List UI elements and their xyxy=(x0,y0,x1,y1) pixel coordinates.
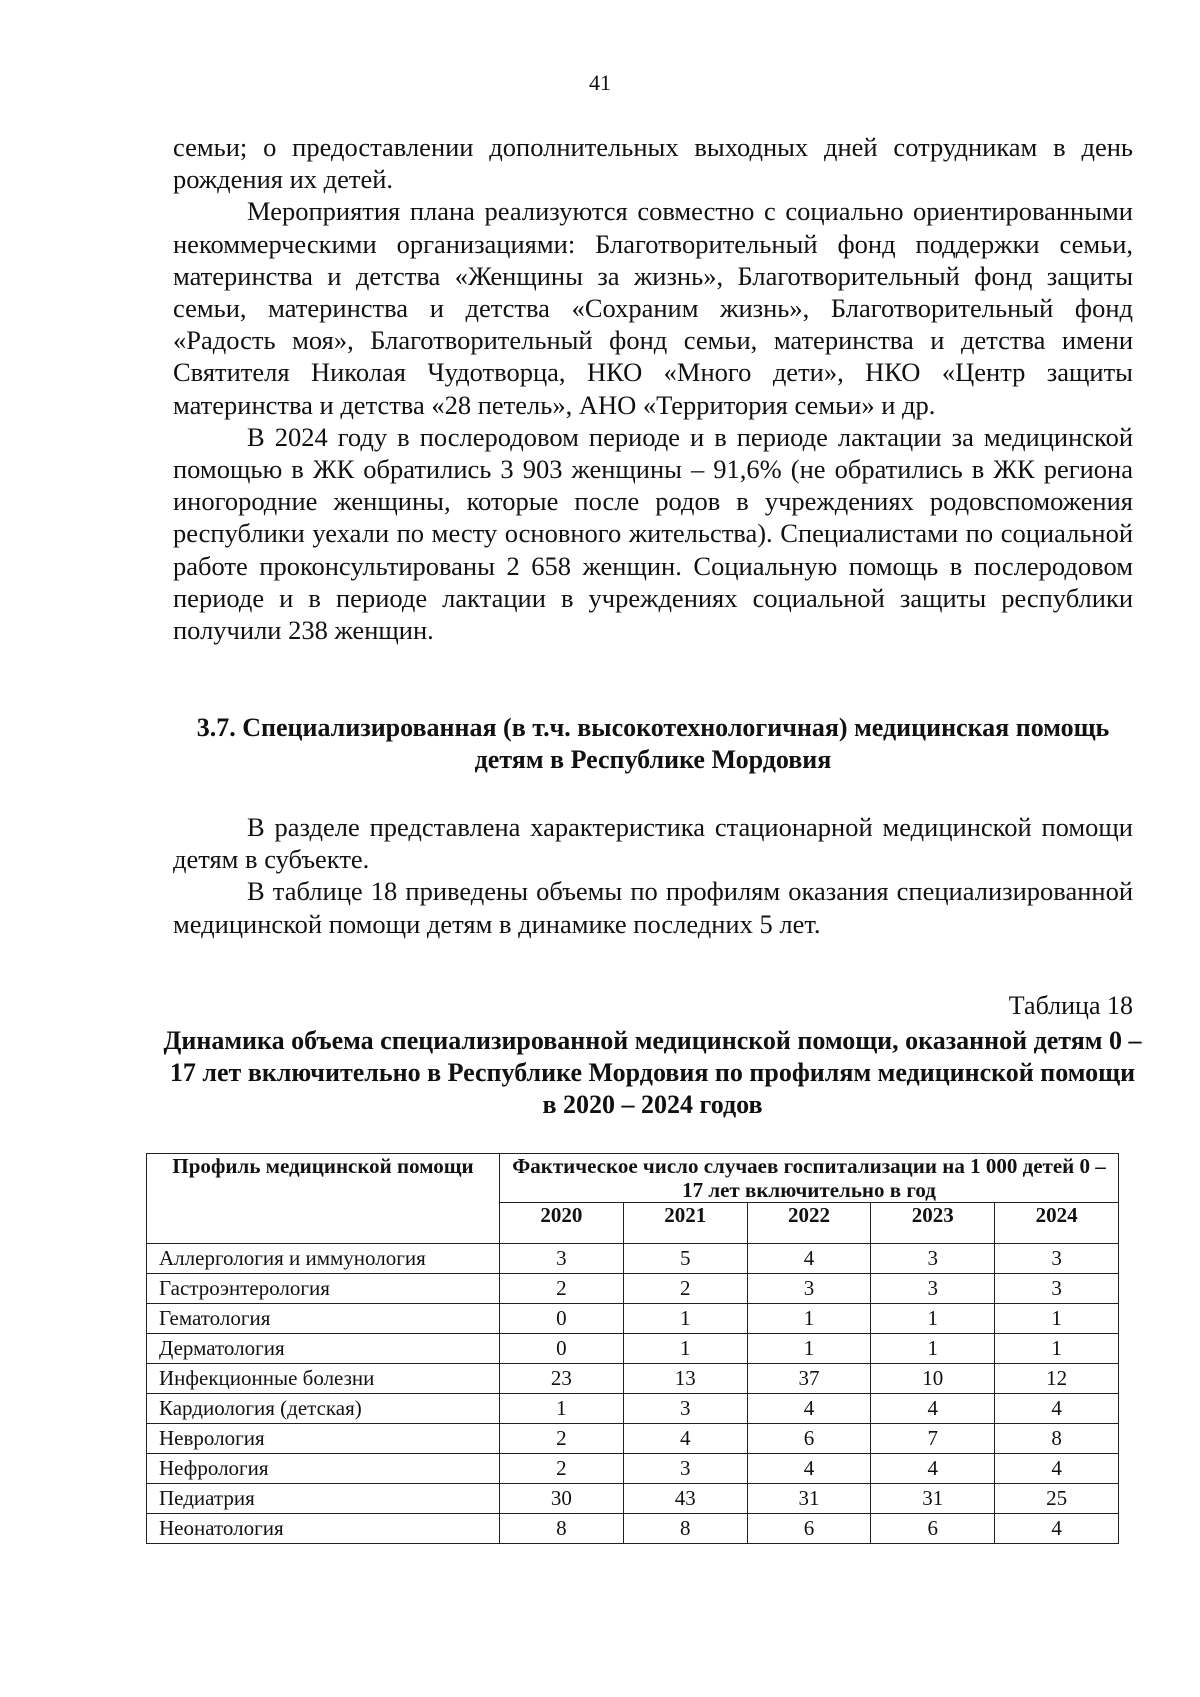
table-header-year: 2023 xyxy=(871,1203,995,1244)
value-cell: 3 xyxy=(871,1274,995,1304)
value-cell: 1 xyxy=(871,1334,995,1364)
value-cell: 1 xyxy=(747,1304,871,1334)
value-cell: 2 xyxy=(500,1424,624,1454)
value-cell: 1 xyxy=(995,1334,1119,1364)
table-header-group: Фактическое число случаев госпитализации на 1 000 детей 0 – 17 лет включительно в год xyxy=(500,1154,1119,1203)
profile-cell: Неврология xyxy=(147,1424,500,1454)
value-cell: 4 xyxy=(871,1454,995,1484)
table-row xyxy=(147,1244,1119,1274)
paragraph: В 2024 году в послеродовом периоде и в периоде лактации за медицинской помощью в ЖК обратились 3 903 женщины – 91,6% (не обратились в ЖК региона иногородние женщины, которые после родов в учреждениях родовспоможения республики уехали по месту основного жительства). Специалистами по социальной работе проконсультированы 2 658 женщин. Социальную помощь в послеродовом периоде и в периоде лактации в учреждениях социальной защиты республики получили 238 женщин. xyxy=(173,421,1133,646)
profile-cell: Кардиология (детская) xyxy=(147,1394,500,1424)
value-cell: 3 xyxy=(623,1454,747,1484)
profile-cell: Нефрология xyxy=(147,1454,500,1484)
value-cell: 4 xyxy=(747,1394,871,1424)
value-cell: 4 xyxy=(995,1454,1119,1484)
paragraph: В таблице 18 приведены объемы по профилям оказания специализированной медицинской помощи детям в динамике последних 5 лет. xyxy=(173,876,1133,939)
table-label: Таблица 18 xyxy=(1008,991,1133,1020)
value-cell: 7 xyxy=(871,1424,995,1454)
data-table xyxy=(146,1153,1119,1544)
value-cell: 3 xyxy=(500,1244,624,1274)
table-row xyxy=(147,1484,1119,1514)
value-cell: 6 xyxy=(747,1514,871,1544)
table-row xyxy=(147,1424,1119,1454)
value-cell: 25 xyxy=(995,1484,1119,1514)
value-cell: 4 xyxy=(871,1394,995,1424)
value-cell: 2 xyxy=(623,1274,747,1304)
table-row xyxy=(147,1514,1119,1544)
value-cell: 1 xyxy=(500,1394,624,1424)
page-number: 41 xyxy=(589,70,611,95)
table-header-year: 2021 xyxy=(623,1203,747,1244)
value-cell: 1 xyxy=(623,1334,747,1364)
value-cell: 4 xyxy=(995,1514,1119,1544)
value-cell: 6 xyxy=(871,1514,995,1544)
profile-cell: Неонатология xyxy=(147,1514,500,1544)
value-cell: 4 xyxy=(995,1394,1119,1424)
value-cell: 3 xyxy=(995,1244,1119,1274)
profile-cell: Аллергология и иммунология xyxy=(147,1244,500,1274)
value-cell: 13 xyxy=(623,1364,747,1394)
table-header-year: 2020 xyxy=(500,1203,624,1244)
table-caption: Динамика объема специализированной медицинской помощи, оказанной детям 0 – 17 лет включительно в Республике Мордовия по профилям медицинской помощи в 2020 – 2024 годов xyxy=(163,1026,1142,1119)
profile-cell: Гастроэнтерология xyxy=(147,1274,500,1304)
table-row xyxy=(147,1394,1119,1424)
value-cell: 0 xyxy=(500,1334,624,1364)
value-cell: 8 xyxy=(500,1514,624,1544)
table-header-year: 2024 xyxy=(995,1203,1119,1244)
value-cell: 43 xyxy=(623,1484,747,1514)
table-row xyxy=(147,1454,1119,1484)
value-cell: 3 xyxy=(623,1394,747,1424)
profile-cell: Гематология xyxy=(147,1304,500,1334)
value-cell: 4 xyxy=(623,1424,747,1454)
value-cell: 2 xyxy=(500,1454,624,1484)
value-cell: 1 xyxy=(995,1304,1119,1334)
value-cell: 3 xyxy=(871,1244,995,1274)
intro-text xyxy=(173,131,1133,646)
paragraph: В разделе представлена характеристика стационарной медицинской помощи детям в субъекте. xyxy=(173,812,1133,875)
table-header-profile: Профиль медицинской помощи xyxy=(147,1154,500,1244)
value-cell: 8 xyxy=(995,1424,1119,1454)
profile-cell: Дерматология xyxy=(147,1334,500,1364)
value-cell: 30 xyxy=(500,1484,624,1514)
value-cell: 31 xyxy=(747,1484,871,1514)
value-cell: 10 xyxy=(871,1364,995,1394)
value-cell: 37 xyxy=(747,1364,871,1394)
value-cell: 1 xyxy=(871,1304,995,1334)
value-cell: 4 xyxy=(747,1454,871,1484)
value-cell: 1 xyxy=(623,1304,747,1334)
value-cell: 31 xyxy=(871,1484,995,1514)
section-heading: 3.7. Специализированная (в т.ч. высокотехнологичная) медицинская помощь детям в Республике Мордовия xyxy=(196,713,1110,774)
profile-cell: Инфекционные болезни xyxy=(147,1364,500,1394)
table-header-year: 2022 xyxy=(747,1203,871,1244)
paragraph: Мероприятия плана реализуются совместно с социально ориентированными некоммерческими организациями: Благотворительный фонд поддержки семьи, материнства и детства «Женщины за жизнь», Благотворительный фонд защиты семьи, материнства и детства «Сохраним жизнь», Благотворительный фонд «Радость моя», Благотворительный фонд семьи, материнства и детства имени Святителя Николая Чудотворца, НКО «Много дети», НКО «Центр защиты материнства и детства «28 петель», АНО «Территория семьи» и др. xyxy=(173,196,1133,420)
value-cell: 6 xyxy=(747,1424,871,1454)
table-row xyxy=(147,1274,1119,1304)
table-row xyxy=(147,1334,1119,1364)
value-cell: 0 xyxy=(500,1304,624,1334)
value-cell: 2 xyxy=(500,1274,624,1304)
table-row xyxy=(147,1364,1119,1394)
value-cell: 3 xyxy=(747,1274,871,1304)
value-cell: 5 xyxy=(623,1244,747,1274)
value-cell: 8 xyxy=(623,1514,747,1544)
section-text xyxy=(173,811,1133,940)
table-row xyxy=(147,1304,1119,1334)
paragraph: семьи; о предоставлении дополнительных выходных дней сотрудникам в день рождения их детей. xyxy=(173,132,1133,195)
value-cell: 23 xyxy=(500,1364,624,1394)
value-cell: 1 xyxy=(747,1334,871,1364)
value-cell: 4 xyxy=(747,1244,871,1274)
value-cell: 3 xyxy=(995,1274,1119,1304)
profile-cell: Педиатрия xyxy=(147,1484,500,1514)
value-cell: 12 xyxy=(995,1364,1119,1394)
